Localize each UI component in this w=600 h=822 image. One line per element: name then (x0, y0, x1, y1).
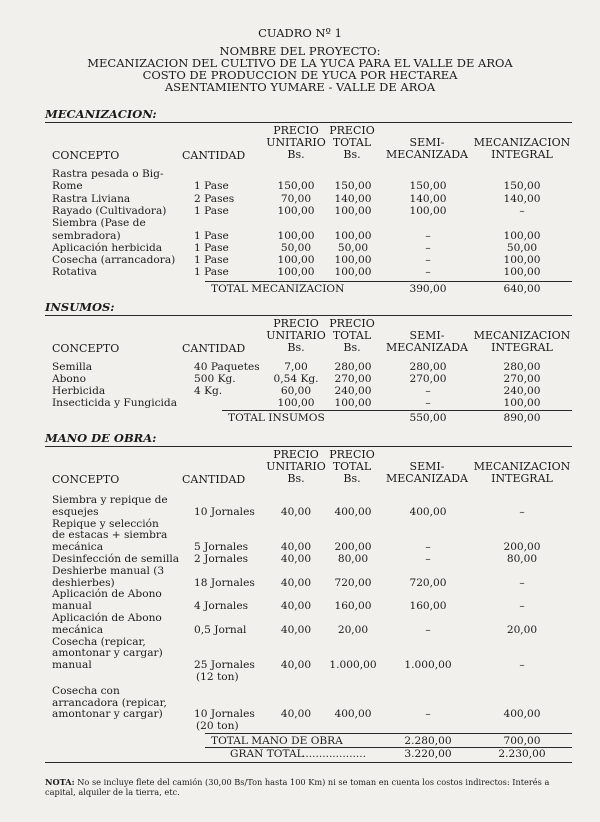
row-precio-unitario: 40,00 (280, 708, 312, 721)
row-integral: 50,00 (506, 241, 538, 254)
row-cantidad: 4 Jornales (194, 600, 249, 613)
column-header-semi: SEMI- (409, 329, 445, 342)
column-header-precio-unitario: UNITARIO (266, 136, 326, 149)
row-cantidad: 5 Jornales (194, 541, 249, 554)
column-header-precio-unitario: Bs. (287, 341, 305, 354)
row-precio-total: 100,00 (334, 397, 372, 409)
row-integral: 100,00 (503, 266, 541, 279)
row-concepto: Rastra Liviana (52, 192, 131, 205)
row-integral: 100,00 (503, 397, 541, 409)
section-rule (45, 315, 572, 316)
gran-total-bottom-rule (45, 762, 572, 763)
row-semi: – (425, 553, 431, 565)
row-concepto: deshierbes) (52, 576, 115, 589)
row-precio-unitario: 60,00 (280, 385, 312, 397)
column-header-semi: MECANIZADA (386, 472, 468, 485)
row-cantidad: 1 Pase (194, 266, 229, 279)
row-integral: – (519, 600, 525, 613)
row-semi: – (425, 229, 431, 242)
column-header-precio-total: PRECIO (329, 317, 375, 330)
row-concepto: Siembra y repique de (52, 494, 168, 506)
section-title: INSUMOS: (45, 300, 115, 314)
row-integral: 400,00 (503, 708, 541, 721)
row-concepto: Cosecha (repicar, (52, 635, 146, 648)
row-precio-unitario: 70,00 (280, 192, 312, 205)
gran-total-label: GRAN TOTAL (230, 748, 304, 760)
column-header-integral: INTEGRAL (491, 148, 553, 161)
row-concepto: Cosecha (arrancadora) (52, 254, 176, 267)
footnote-text: No se incluye flete del camión (30,00 Bs/Ton hasta 100 Km) ni se toman en cuenta los costos indirectos: Interés a capital, alquiler de la tierra, etc. (45, 777, 550, 797)
row-semi: 720,00 (409, 576, 447, 589)
row-precio-unitario: 40,00 (280, 576, 312, 589)
row-precio-total: 400,00 (334, 708, 372, 721)
row-concepto: sembradora) (52, 229, 121, 242)
row-precio-unitario: 150,00 (277, 180, 315, 193)
column-header-precio-total: TOTAL (332, 460, 372, 473)
section-rule (45, 446, 572, 447)
column-header-integral: MECANIZACION (473, 329, 571, 342)
row-precio-total: 240,00 (334, 385, 372, 397)
row-precio-total: 100,00 (334, 204, 372, 217)
row-cantidad-extra: (20 ton) (196, 720, 239, 733)
row-precio-total: 270,00 (334, 373, 372, 385)
total-rule (205, 281, 572, 282)
row-integral: 100,00 (503, 229, 541, 242)
row-concepto: Herbicida (52, 385, 106, 397)
footnote (45, 777, 580, 797)
row-integral: – (519, 659, 525, 672)
column-header-integral: MECANIZACION (473, 136, 571, 149)
row-precio-total: 80,00 (337, 553, 369, 565)
cuadro-number: CUADRO Nº 1 (258, 26, 342, 40)
row-integral: 240,00 (503, 385, 541, 397)
row-precio-unitario: 40,00 (280, 505, 312, 518)
footnote-label: NOTA: (45, 777, 75, 787)
row-integral: – (519, 505, 525, 518)
total-semi: 390,00 (409, 282, 447, 295)
row-precio-total: 720,00 (334, 576, 372, 589)
gran-total-dots: ................... (302, 748, 366, 760)
row-integral: 150,00 (503, 180, 541, 193)
row-cantidad: 500 Kg. (194, 373, 236, 385)
row-semi: 100,00 (409, 204, 447, 217)
row-integral: 280,00 (503, 361, 541, 373)
column-header-precio-total: Bs. (343, 472, 361, 485)
row-integral: 270,00 (503, 373, 541, 385)
column-header-semi: SEMI- (409, 460, 445, 473)
row-precio-total: 100,00 (334, 229, 372, 242)
total-rule (222, 410, 572, 411)
row-concepto: arrancadora (repicar, (52, 696, 167, 709)
row-precio-total: 150,00 (334, 180, 372, 193)
column-header-precio-total: PRECIO (329, 124, 375, 137)
row-precio-unitario: 100,00 (277, 204, 315, 217)
row-integral: 200,00 (503, 541, 541, 554)
row-semi: 270,00 (409, 373, 447, 385)
project-location: ASENTAMIENTO YUMARE - VALLE DE AROA (164, 80, 436, 94)
row-concepto: mecánica (52, 541, 104, 554)
row-cantidad: 1 Pase (194, 254, 229, 267)
row-concepto: de estacas + siembra (52, 529, 168, 542)
column-header-precio-unitario: UNITARIO (266, 329, 326, 342)
row-precio-total: 1.000,00 (329, 659, 377, 672)
column-header-precio-total: PRECIO (329, 448, 375, 461)
column-header-concepto: CONCEPTO (52, 149, 120, 162)
row-concepto: Siembra (Pase de (52, 217, 146, 230)
row-integral: 140,00 (503, 192, 541, 205)
row-semi: 1.000,00 (404, 659, 452, 672)
row-precio-unitario: 100,00 (277, 266, 315, 279)
row-cantidad: 2 Pases (194, 192, 235, 205)
row-cantidad: 1 Pase (194, 180, 229, 193)
total-integral: 890,00 (503, 412, 541, 424)
row-cantidad-extra: (12 ton) (196, 671, 239, 683)
column-header-precio-unitario: PRECIO (273, 317, 319, 330)
column-header-cantidad: CANTIDAD (182, 342, 246, 355)
row-precio-total: 400,00 (334, 505, 372, 518)
row-cantidad: 4 Kg. (194, 385, 223, 397)
row-semi: 400,00 (409, 505, 447, 518)
column-header-integral: MECANIZACION (473, 460, 571, 473)
column-header-semi: MECANIZADA (386, 148, 468, 161)
total-integral: 640,00 (503, 282, 541, 295)
row-concepto: esquejes (52, 505, 99, 518)
total-label: TOTAL INSUMOS (228, 412, 325, 424)
row-precio-total: 20,00 (337, 623, 369, 636)
column-header-precio-unitario: Bs. (287, 472, 305, 485)
row-cantidad: 40 Paquetes (194, 361, 260, 373)
total-label: TOTAL MANO DE OBRA (211, 735, 343, 747)
row-precio-unitario: 100,00 (277, 229, 315, 242)
row-concepto: Desinfección de semilla (52, 553, 180, 565)
column-header-precio-unitario: UNITARIO (266, 460, 326, 473)
row-integral: 80,00 (506, 553, 538, 565)
total-rule (205, 733, 572, 734)
row-concepto: Repique y selección (52, 517, 159, 530)
row-integral: 20,00 (506, 623, 538, 636)
row-semi: 150,00 (409, 180, 447, 193)
total-semi: 2.280,00 (404, 735, 452, 747)
row-precio-unitario: 40,00 (280, 553, 312, 565)
total-label: TOTAL MECANIZACION (211, 282, 345, 295)
row-semi: – (425, 397, 431, 409)
gran-total-semi: 3.220,00 (404, 748, 452, 760)
column-header-cantidad: CANTIDAD (182, 149, 246, 162)
row-semi: – (425, 623, 431, 636)
row-semi: – (425, 541, 431, 554)
row-precio-total: 50,00 (337, 241, 369, 254)
column-header-cantidad: CANTIDAD (182, 473, 246, 486)
column-header-concepto: CONCEPTO (52, 473, 120, 486)
row-precio-unitario: 40,00 (280, 659, 312, 672)
row-precio-unitario: 100,00 (277, 254, 315, 267)
gran-total-integral: 2.230,00 (498, 748, 546, 760)
row-precio-unitario: 100,00 (277, 397, 315, 409)
row-precio-total: 140,00 (334, 192, 372, 205)
row-concepto: Rome (52, 180, 83, 193)
row-concepto: Insecticida y Fungicida (52, 397, 178, 409)
row-precio-unitario: 40,00 (280, 541, 312, 554)
row-precio-total: 200,00 (334, 541, 372, 554)
section-title: MECANIZACION: (45, 107, 157, 121)
row-cantidad: 18 Jornales (194, 576, 255, 589)
project-label: NOMBRE DEL PROYECTO: (219, 44, 381, 58)
row-concepto: Aplicación de Abono (52, 588, 162, 601)
column-header-integral: INTEGRAL (491, 472, 553, 485)
row-integral: – (519, 204, 525, 217)
row-precio-total: 100,00 (334, 254, 372, 267)
row-cantidad: 1 Pase (194, 241, 229, 254)
row-semi: 160,00 (409, 600, 447, 613)
row-concepto: Aplicación herbicida (52, 241, 163, 254)
row-concepto: Deshierbe manual (3 (52, 564, 165, 577)
row-precio-total: 280,00 (334, 361, 372, 373)
row-concepto: Cosecha con (52, 684, 120, 697)
column-header-precio-total: Bs. (343, 148, 361, 161)
column-header-precio-unitario: PRECIO (273, 448, 319, 461)
row-concepto: amontonar y cargar) (52, 647, 163, 660)
row-precio-unitario: 0,54 Kg. (273, 373, 319, 385)
row-cantidad: 0,5 Jornal (194, 623, 247, 636)
column-header-precio-unitario: Bs. (287, 148, 305, 161)
column-header-precio-total: TOTAL (332, 329, 372, 342)
row-semi: – (425, 241, 431, 254)
row-concepto: Abono (52, 373, 87, 385)
project-subtitle: COSTO DE PRODUCCION DE YUCA POR HECTAREA (142, 68, 458, 82)
row-concepto: amontonar y cargar) (52, 708, 163, 721)
row-cantidad: 1 Pase (194, 204, 229, 217)
row-concepto: Rayado (Cultivadora) (52, 204, 167, 217)
row-cantidad: 10 Jornales (194, 505, 255, 518)
row-precio-unitario: 7,00 (284, 361, 308, 373)
row-integral: – (519, 576, 525, 589)
column-header-semi: SEMI- (409, 136, 445, 149)
row-semi: 280,00 (409, 361, 447, 373)
row-semi: – (425, 708, 431, 721)
column-header-integral: INTEGRAL (491, 341, 553, 354)
row-precio-total: 100,00 (334, 266, 372, 279)
row-cantidad: 10 Jornales (194, 708, 255, 721)
row-concepto: Rotativa (52, 266, 97, 279)
project-title: MECANIZACION DEL CULTIVO DE LA YUCA PARA EL VALLE DE AROA (87, 56, 513, 70)
column-header-precio-unitario: PRECIO (273, 124, 319, 137)
row-cantidad: 2 Jornales (194, 553, 249, 565)
row-integral: 100,00 (503, 254, 541, 267)
row-precio-unitario: 40,00 (280, 623, 312, 636)
row-semi: – (425, 385, 431, 397)
total-semi: 550,00 (409, 412, 447, 424)
section-rule (45, 122, 572, 123)
column-header-precio-total: Bs. (343, 341, 361, 354)
row-precio-unitario: 40,00 (280, 600, 312, 613)
row-semi: 140,00 (409, 192, 447, 205)
row-concepto: Rastra pesada o Big- (52, 168, 164, 180)
row-concepto: Semilla (52, 361, 93, 373)
row-precio-total: 160,00 (334, 600, 372, 613)
row-semi: – (425, 266, 431, 279)
column-header-concepto: CONCEPTO (52, 342, 120, 355)
total-integral: 700,00 (503, 735, 541, 747)
row-concepto: manual (52, 600, 92, 613)
row-concepto: manual (52, 659, 92, 672)
row-cantidad: 1 Pase (194, 229, 229, 242)
row-concepto: mecánica (52, 623, 104, 636)
column-header-precio-total: TOTAL (332, 136, 372, 149)
column-header-semi: MECANIZADA (386, 341, 468, 354)
row-cantidad: 25 Jornales (194, 659, 255, 672)
row-concepto: Aplicación de Abono (52, 612, 162, 624)
row-semi: – (425, 254, 431, 267)
row-precio-unitario: 50,00 (280, 241, 312, 254)
section-title: MANO DE OBRA: (45, 431, 157, 445)
